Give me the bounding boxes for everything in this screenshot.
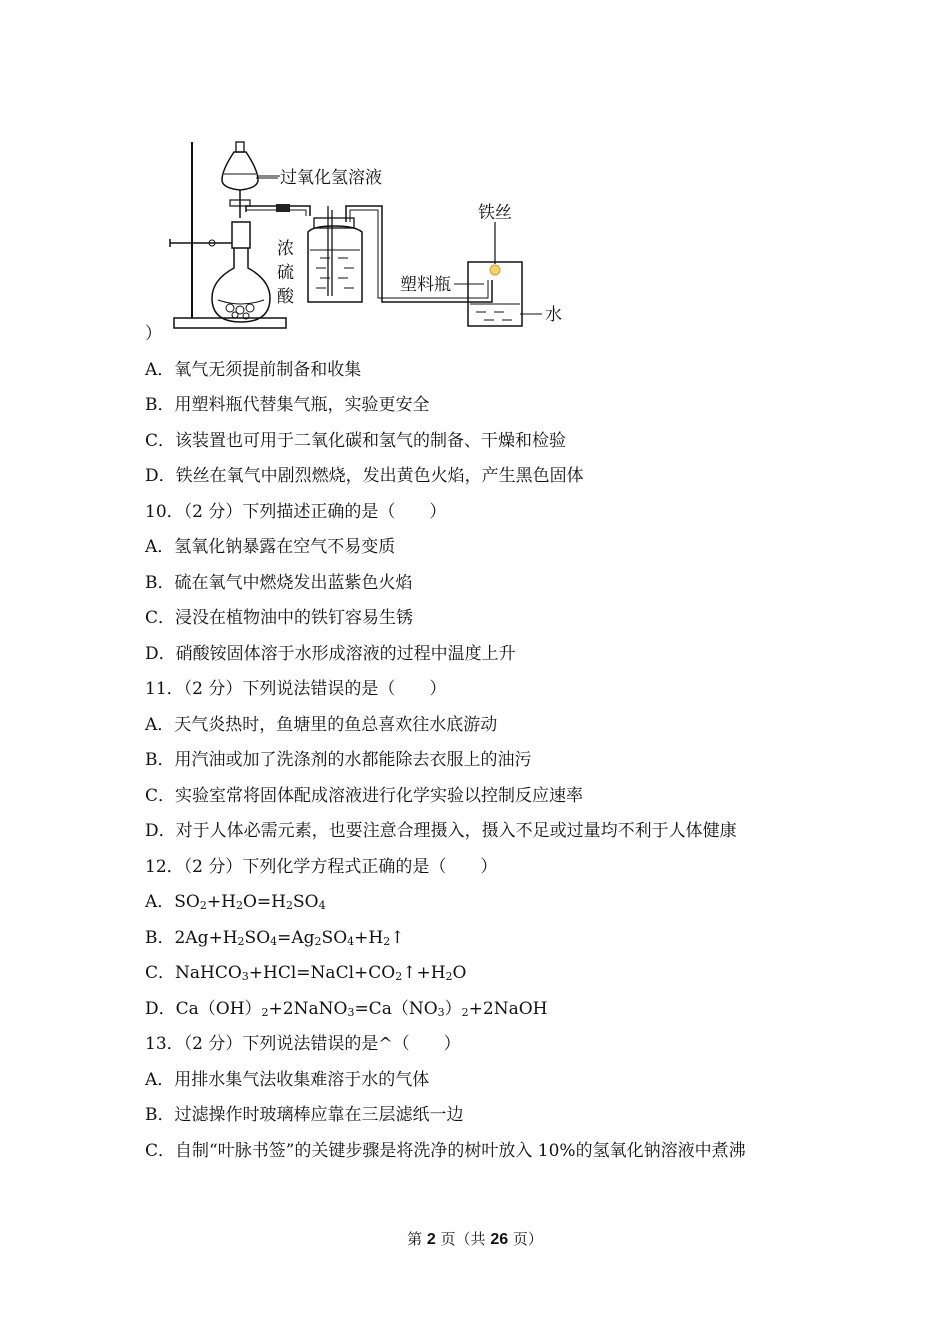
label-plastic-bottle: 塑料瓶 — [400, 275, 451, 295]
page-footer: 第 2 页（共 26 页） — [407, 1230, 543, 1248]
apparatus-svg — [150, 132, 580, 337]
text-line: ） — [145, 324, 162, 344]
question-stem: 10．（2 分）下列描述正确的是（ ） — [145, 501, 447, 522]
page-total: 26 — [490, 1231, 509, 1248]
option-line: B．用汽油或加了洗涤剂的水都能除去衣服上的油污 — [145, 750, 532, 770]
round-bottom-flask — [212, 248, 270, 322]
option-line: A．用排水集气法收集难溶于水的气体 — [145, 1069, 430, 1090]
label-iron-wire: 铁丝 — [478, 203, 512, 223]
label-acid-3: 酸 — [277, 287, 294, 307]
option-line: D．铁丝在氧气中剧烈燃烧，发出黄色火焰，产生黑色固体 — [145, 466, 584, 486]
question-stem: 13．（2 分）下列说法错误的是^（ ） — [145, 1034, 461, 1054]
option-line: C．浸没在植物油中的铁钉容易生锈 — [145, 608, 414, 628]
label-acid-2: 硫 — [277, 263, 294, 283]
option-line: C．该装置也可用于二氧化碳和氢气的制备、干燥和检验 — [145, 430, 567, 451]
option-line: A．天气炎热时，鱼塘里的鱼总喜欢往水底游动 — [145, 714, 498, 735]
question-stem: 12．（2 分）下列化学方程式正确的是（ ） — [145, 856, 498, 877]
option-line: A．氧气无须提前制备和收集 — [145, 359, 362, 380]
label-water: 水 — [545, 305, 562, 325]
page-number: 2 — [426, 1231, 436, 1248]
question-stem: 11．（2 分）下列说法错误的是（ ） — [145, 679, 447, 699]
equation-option-b: B．$2Ag+H_2SO_4=Ag_2SO_4+H_2↑$ — [145, 927, 405, 948]
drying-bottle — [308, 226, 362, 302]
label-acid-1: 浓 — [277, 239, 294, 259]
equation-option-d: D．$Ca(OH)_2+2NaNO_3=Ca(NO_3)_2+2NaOH$ — [145, 998, 548, 1019]
option-line: C．实验室常将固体配成溶液进行化学实验以控制反应速率 — [145, 785, 584, 806]
option-line: D．硝酸铵固体溶于水形成溶液的过程中温度上升 — [145, 643, 516, 664]
separatory-funnel — [222, 152, 258, 190]
option-line: C．自制“叶脉书签”的关键步骤是将洗净的树叶放入 10%的氢氧化钠溶液中煮沸 — [145, 1140, 746, 1161]
equation-option-a: A．$SO_2+H_2O=H_2SO_4$ — [145, 892, 326, 912]
equation-option-c: C．$NaHCO_3+HCl=NaCl+CO_2↑+H_2O$ — [145, 963, 467, 983]
option-line: A．氢氧化钠暴露在空气不易变质 — [145, 537, 396, 557]
option-line: B．用塑料瓶代替集气瓶，实验更安全 — [145, 395, 430, 415]
option-line: B．硫在氧气中燃烧发出蓝紫色火焰 — [145, 572, 413, 593]
apparatus-diagram — [150, 132, 580, 337]
option-line: D．对于人体必需元素，也要注意合理摄入，摄入不足或过量均不利于人体健康 — [145, 821, 737, 841]
question-text — [145, 317, 825, 1169]
option-line: B．过滤操作时玻璃棒应靠在三层滤纸一边 — [145, 1105, 464, 1125]
label-h2o2: 过氧化氢溶液 — [280, 168, 382, 188]
